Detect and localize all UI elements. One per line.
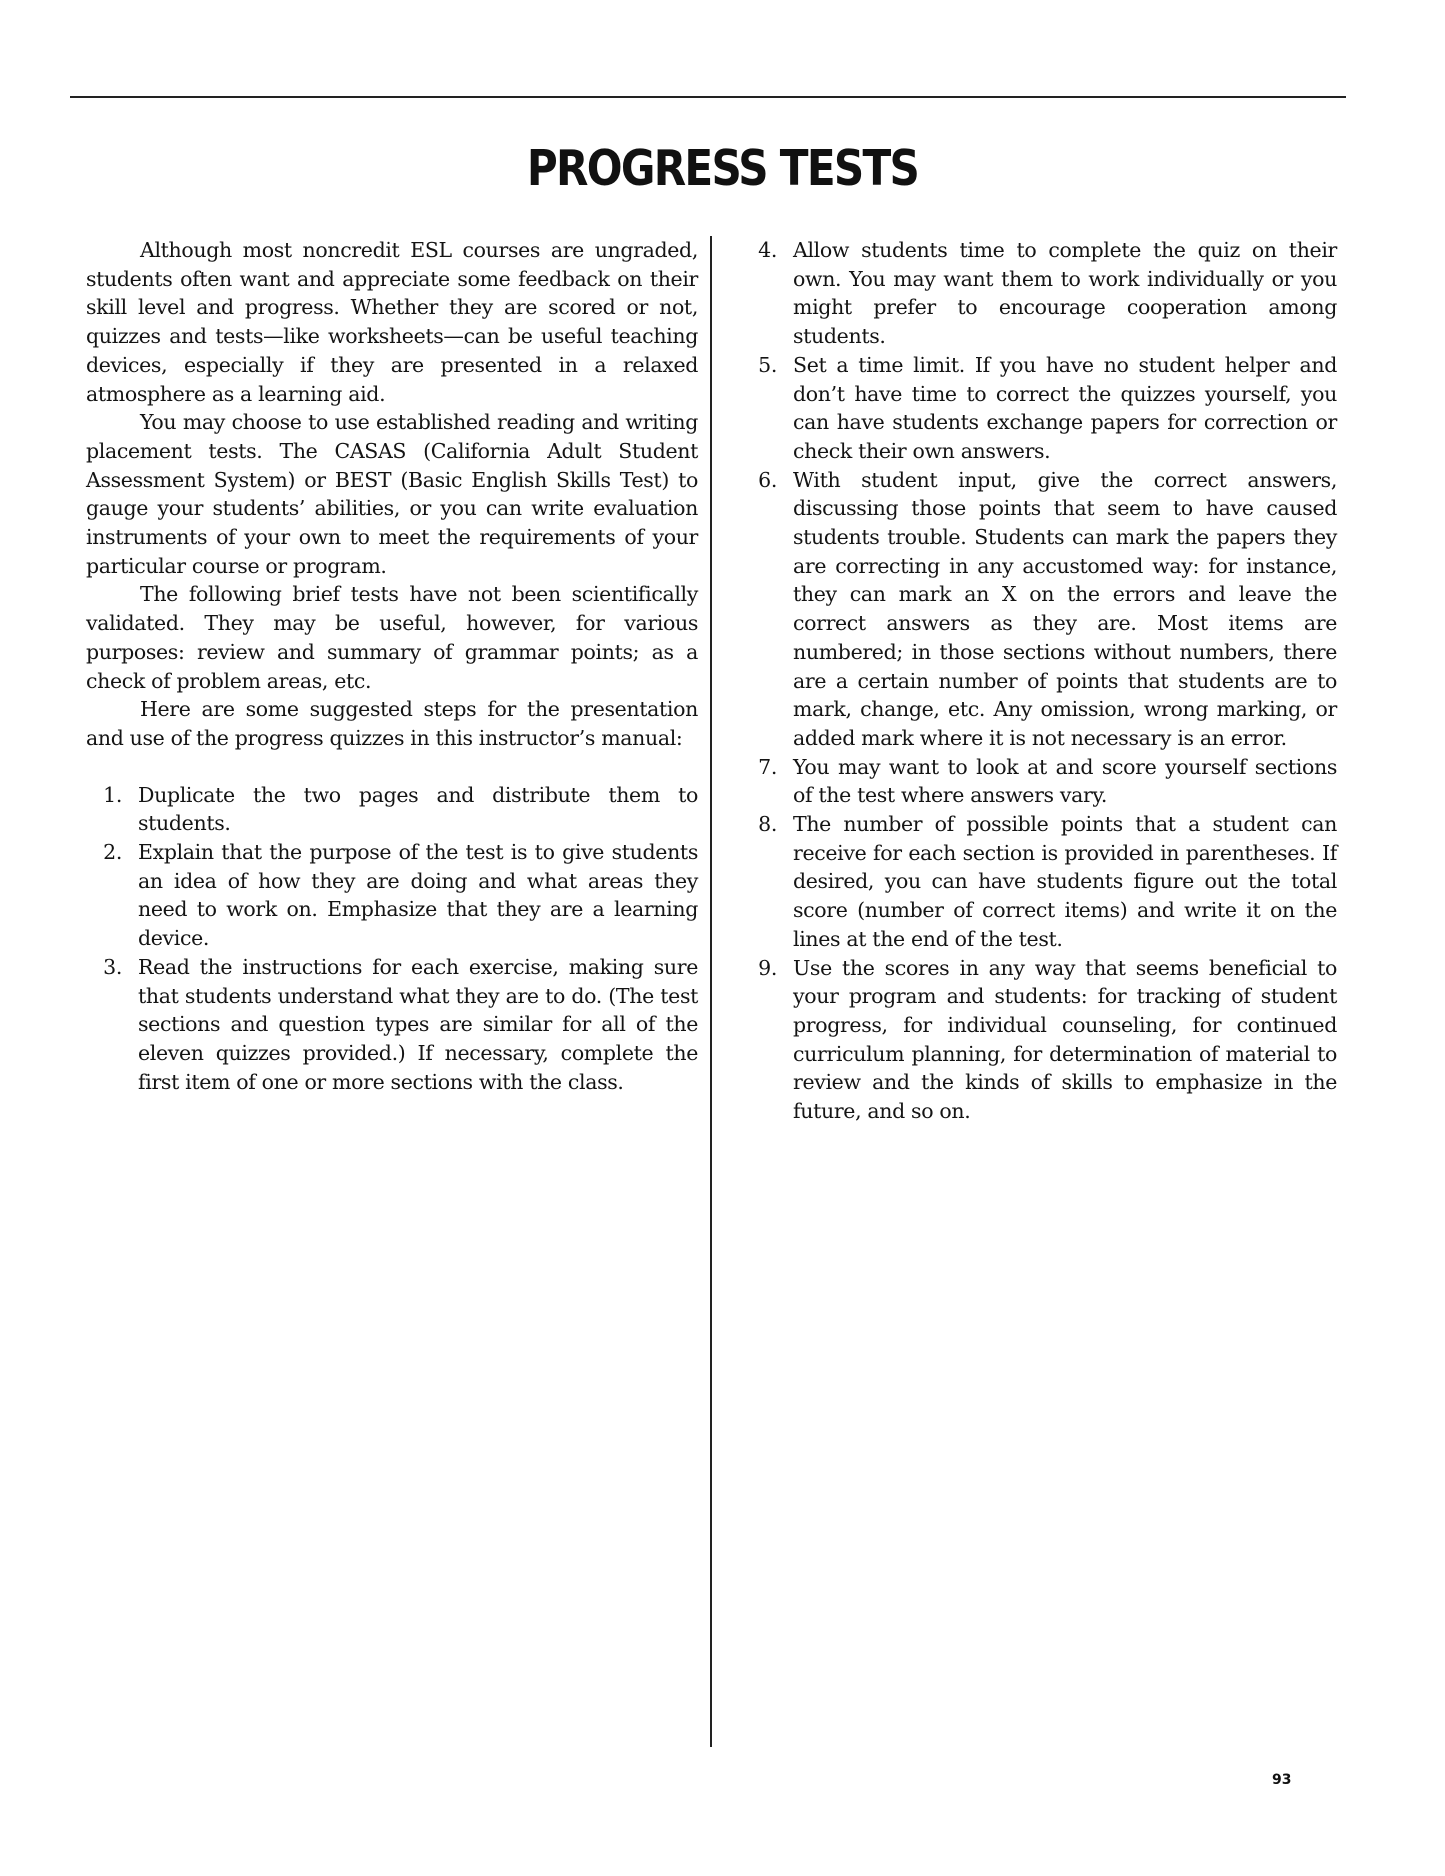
step-item	[741, 466, 1337, 753]
step-item	[741, 954, 1337, 1126]
right-column	[741, 236, 1337, 1126]
step-number: 1.	[103, 782, 122, 807]
intro-paragraph: Although most noncredit ESL courses are ungraded, students often want and appreciate some feedback on their skill level and progress. Whether they are scored or not, quizzes and tests—like worksheets—can be useful teaching devices, especially if they are presented in a relaxed atmosphere as a learning aid.	[86, 238, 698, 406]
step-item	[741, 236, 1337, 351]
step-text: Set a time limit. If you have no student helper and don’t have time to correct the quizzes yourself, you can have students exchange papers for correction or check their own answers.	[793, 352, 1337, 463]
steps-list-left	[86, 781, 698, 1097]
steps-intro-paragraph: Here are some suggested steps for the presentation and use of the progress quizzes in this instructor’s manual:	[86, 697, 698, 750]
step-number: 4.	[758, 238, 777, 262]
step-text: Explain that the purpose of the test is to give students an idea of how they are doing and what areas they need to work on. Emphasize that they are a learning device.	[138, 840, 698, 951]
step-number: 5.	[758, 352, 777, 377]
step-item	[741, 351, 1337, 466]
step-number: 8.	[758, 812, 777, 837]
step-item	[741, 753, 1337, 810]
step-text: You may want to look at and score yourself sections of the test where answers vary.	[793, 754, 1337, 808]
top-rule	[70, 96, 1346, 98]
step-number: 2.	[103, 840, 122, 865]
step-number: 9.	[758, 955, 777, 980]
step-number: 3.	[103, 954, 122, 979]
step-number: 7.	[758, 754, 777, 779]
step-text: Allow students time to complete the quiz on their own. You may want them to work individually or you might prefer to encourage cooperation among students.	[793, 238, 1337, 349]
page-title: PROGRESS TESTS	[526, 140, 919, 197]
step-item	[86, 838, 698, 953]
step-text: The number of possible points that a student can receive for each section is provided in parentheses. If desired, you can have students figure out the total score (number of correct items) and write it on the lines at the end of the test.	[793, 812, 1337, 951]
left-column	[86, 236, 698, 1096]
steps-list-right	[741, 236, 1337, 1126]
step-text: Read the instructions for each exercise, making sure that students understand what they are to do. (The test sections and question types are similar for all of the eleven quizzes provided.) If necessary, complete the first item of one or more sections with the class.	[138, 954, 698, 1094]
step-item	[86, 953, 698, 1097]
placement-tests-paragraph: You may choose to use established reading and writing placement tests. The CASAS (California Adult Student Assessment System) or BEST (Basic English Skills Test) to gauge your students’ abilities, or you can write evaluation instruments of your own to meet the requirements of your particular course or program.	[86, 410, 698, 578]
step-text: Use the scores in any way that seems beneficial to your program and students: for tracking of student progress, for individual counseling, for continued curriculum planning, for determination of material to review and the kinds of skills to emphasize in the future, and so on.	[793, 955, 1337, 1124]
column-divider	[710, 236, 712, 1747]
validation-paragraph: The following brief tests have not been scientifically validated. They may be useful, however, for various purposes: review and summary of grammar points; as a check of problem areas, etc.	[86, 582, 698, 693]
page-number: 93	[1272, 1772, 1292, 1788]
step-item	[741, 810, 1337, 954]
step-text: Duplicate the two pages and distribute them to students.	[138, 782, 698, 836]
step-item	[86, 781, 698, 838]
step-number: 6.	[758, 467, 777, 492]
step-text: With student input, give the correct answers, discussing those points that seem to have caused students trouble. Students can mark the papers they are correcting in any accustomed way: for instance, they can mark an X on the errors and leave the correct answers as they are. Most items are numbered; in those sections without numbers, there are a certain number of points that students are to mark, change, etc. Any omission, wrong marking, or added mark where it is not necessary is an error.	[793, 467, 1337, 750]
